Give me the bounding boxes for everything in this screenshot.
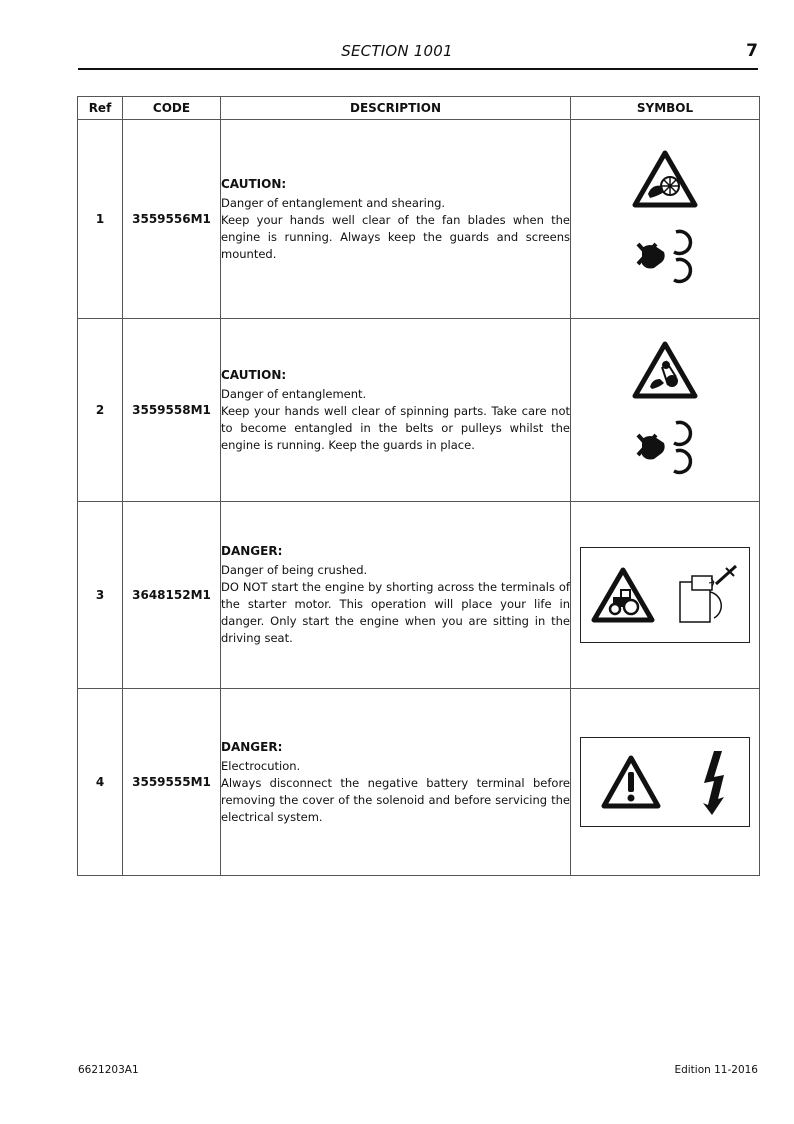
hazard-instructions: Always disconnect the negative battery terminal before removing the cover of the solenoid and before servicing the electrical system.: [221, 775, 570, 824]
keep-hands-away-icon: [632, 417, 698, 479]
header-divider: [78, 68, 758, 70]
description-cell: [221, 120, 571, 319]
column-header-symbol: SYMBOL: [571, 97, 760, 120]
description-cell: [221, 319, 571, 502]
hazard-level: CAUTION:: [221, 367, 287, 382]
general-warning-icon: [601, 755, 661, 809]
hazard-summary: Danger of entanglement and shearing.: [221, 195, 446, 210]
table-row: [78, 689, 760, 876]
ref-cell: 2: [78, 319, 123, 502]
table-row: [78, 502, 760, 689]
lightning-bolt-icon: [700, 749, 730, 815]
ref-cell: 1: [78, 120, 123, 319]
hazard-summary: Electrocution.: [221, 758, 301, 773]
table-row: [78, 319, 760, 502]
tractor-crush-warning-icon: [591, 567, 655, 623]
fan-hand-warning-icon: [632, 150, 698, 208]
code-cell: 3559555M1: [123, 689, 221, 876]
document-number: 6621203A1: [78, 1064, 139, 1076]
hazard-level: CAUTION:: [221, 176, 287, 191]
keep-hands-away-icon: [632, 226, 698, 288]
symbol-cell: [571, 502, 760, 689]
table-row: [78, 120, 760, 319]
symbol-frame: [580, 547, 750, 643]
table-header-row: [78, 97, 760, 120]
hazard-level: DANGER:: [221, 739, 283, 754]
hazard-summary: Danger of entanglement.: [221, 386, 367, 401]
section-title: SECTION 1001: [341, 42, 453, 60]
code-cell: 3648152M1: [123, 502, 221, 689]
symbol-frame: [580, 737, 750, 827]
ref-cell: 3: [78, 502, 123, 689]
symbol-cell: [571, 120, 760, 319]
hazard-instructions: Keep your hands well clear of the fan blades when the engine is running. Always keep the guards and screens mounted.: [221, 212, 570, 261]
description-cell: [221, 502, 571, 689]
column-header-code: CODE: [123, 97, 221, 120]
starter-short-circuit-icon: [674, 562, 740, 628]
safety-labels-table: [77, 96, 760, 876]
description-cell: [221, 689, 571, 876]
edition-label: Edition 11-2016: [674, 1064, 758, 1076]
code-cell: 3559558M1: [123, 319, 221, 502]
symbol-cell: [571, 689, 760, 876]
symbol-cell: [571, 319, 760, 502]
belt-entanglement-warning-icon: [632, 341, 698, 399]
ref-cell: 4: [78, 689, 123, 876]
code-cell: 3559556M1: [123, 120, 221, 319]
hazard-level: DANGER:: [221, 544, 283, 558]
hazard-instructions: DO NOT start the engine by shorting across the terminals of the starter motor. This operation will place your life in danger. Only start the engine when you are sitting in the driving seat.: [221, 580, 570, 645]
page-number: 7: [746, 41, 758, 61]
column-header-description: DESCRIPTION: [221, 97, 571, 120]
column-header-ref: Ref: [78, 97, 123, 120]
hazard-instructions: Keep your hands well clear of spinning parts. Take care not to become entangled in the belts or pulleys whilst the engine is running. Keep the guards in place.: [221, 403, 570, 452]
hazard-summary: Danger of being crushed.: [221, 563, 368, 577]
